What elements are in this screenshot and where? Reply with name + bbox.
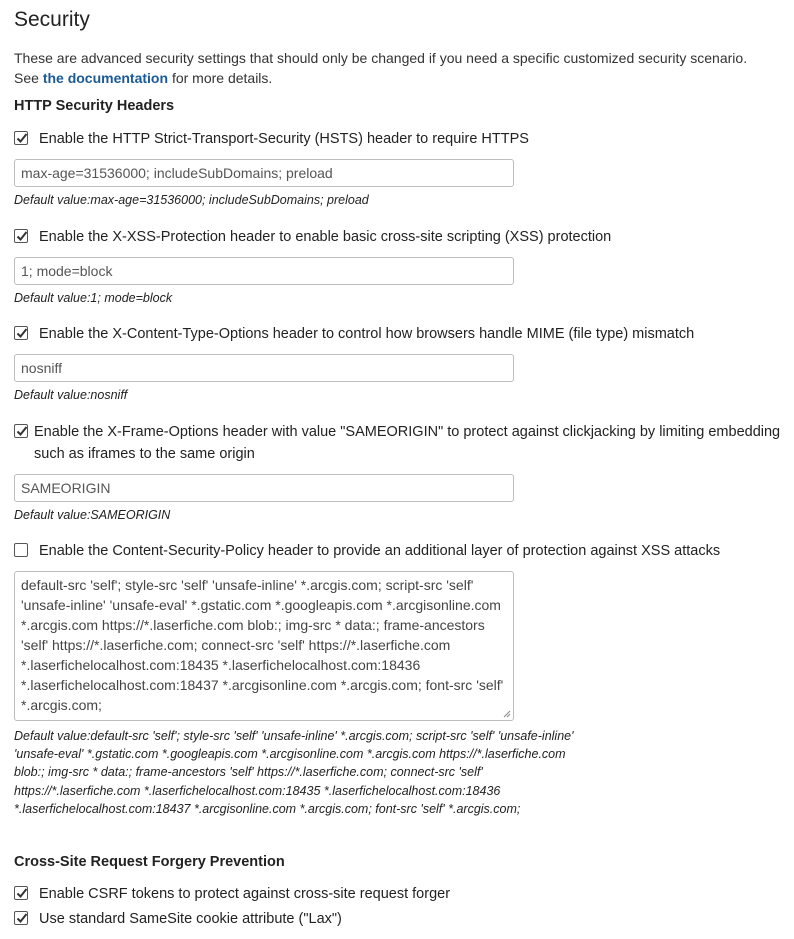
- csp-row: [14, 540, 790, 562]
- check-icon: [15, 229, 29, 243]
- content-type-row: [14, 323, 790, 345]
- csrf-tokens-row: [14, 883, 790, 905]
- check-icon: [15, 886, 29, 900]
- csp-checkbox[interactable]: [14, 543, 28, 557]
- csrf-tokens-label: Enable CSRF tokens to protect against cross-site request forger: [39, 886, 451, 902]
- frame-options-default-hint: Default value:SAMEORIGIN: [14, 508, 171, 522]
- xss-input[interactable]: 1; mode=block: [14, 257, 514, 285]
- samesite-label: Use standard SameSite cookie attribute ("Lax"): [39, 911, 342, 927]
- check-icon: [15, 911, 29, 925]
- csp-label: Enable the Content-Security-Policy header to provide an additional layer of protection against XSS attacks: [39, 543, 721, 559]
- intro-text: These are advanced security settings that should only be changed if you need a specific customized security scenario. See the documentation for more details.: [14, 50, 748, 86]
- http-headers-title: HTTP Security Headers: [14, 98, 175, 114]
- frame-options-label: Enable the X-Frame-Options header with value "SAMEORIGIN" to protect against clickjacking by limiting embedding such as iframes to the same origin: [34, 424, 781, 462]
- frame-options-checkbox[interactable]: [14, 424, 28, 438]
- csrf-tokens-checkbox[interactable]: [14, 886, 28, 900]
- check-icon: [15, 326, 29, 340]
- content-type-default-hint: Default value:nosniff: [14, 388, 128, 402]
- xss-label: Enable the X-XSS-Protection header to enable basic cross-site scripting (XSS) protection: [39, 229, 612, 245]
- hsts-row: [14, 128, 790, 150]
- csp-value: default-src 'self'; style-src 'self' 'unsafe-inline' *.arcgis.com; script-src 'self' 'unsafe-inline' 'unsafe-eval' *.gstatic.com *.googleapis.com *.arcgisonline.com *.arcgis.com https://*.laserfiche.com blob:; img-src * data:; frame-ancestors 'self' https://*.laserfiche.com; connect-src 'self' https://*.laserfiche.com *.laserfichelocalhost.com:18435 *.laserfichelocalhost.com:18436 *.laserfichelocalhost.com:18437 *.arcgisonline.com *.arcgis.com; font-src 'self' *.arcgis.com;: [21, 577, 504, 713]
- hsts-checkbox[interactable]: [14, 131, 28, 145]
- xss-checkbox[interactable]: [14, 229, 28, 243]
- hsts-input[interactable]: max-age=31536000; includeSubDomains; preload: [14, 159, 514, 187]
- content-type-checkbox[interactable]: [14, 326, 28, 340]
- csp-textarea[interactable]: [14, 571, 514, 721]
- check-icon: [15, 131, 29, 145]
- hsts-default-hint: Default value:max-age=31536000; includeSubDomains; preload: [14, 193, 369, 207]
- frame-options-input[interactable]: SAMEORIGIN: [14, 474, 514, 502]
- samesite-row: [14, 908, 790, 930]
- csrf-title: Cross-Site Request Forgery Prevention: [14, 854, 285, 870]
- documentation-link[interactable]: the documentation: [42, 70, 169, 86]
- content-type-label: Enable the X-Content-Type-Options header to control how browsers handle MIME (file type) mismatch: [39, 326, 695, 342]
- content-type-input[interactable]: nosniff: [14, 354, 514, 382]
- xss-default-hint: Default value:1; mode=block: [14, 291, 173, 305]
- page-title: Security: [14, 8, 90, 31]
- xss-row: [14, 226, 790, 248]
- hsts-label: Enable the HTTP Strict-Transport-Security (HSTS) header to require HTTPS: [39, 131, 529, 147]
- frame-options-row: [14, 421, 794, 465]
- csp-default-hint: Default value:default-src 'self'; style-src 'self' 'unsafe-inline' *.arcgis.com; script-src 'self' 'unsafe-inline' 'unsafe-eval' *.gstatic.com *.googleapis.com *.arcgisonline.com *.arcgis.com https://*.laserfiche.com blob:; img-src * data:; frame-ancestors 'self' https://*.laserfiche.com; connect-src 'self' https://*.laserfiche.com *.laserfichelocalhost.com:18435 *.laserfichelocalhost.com:18436 *.laserfichelocalhost.com:18437 *.arcgisonline.com *.arcgis.com; font-src 'self' *.arcgis.com;: [14, 729, 574, 816]
- check-icon: [15, 424, 29, 438]
- samesite-checkbox[interactable]: [14, 911, 28, 925]
- resize-handle-icon[interactable]: [503, 710, 511, 718]
